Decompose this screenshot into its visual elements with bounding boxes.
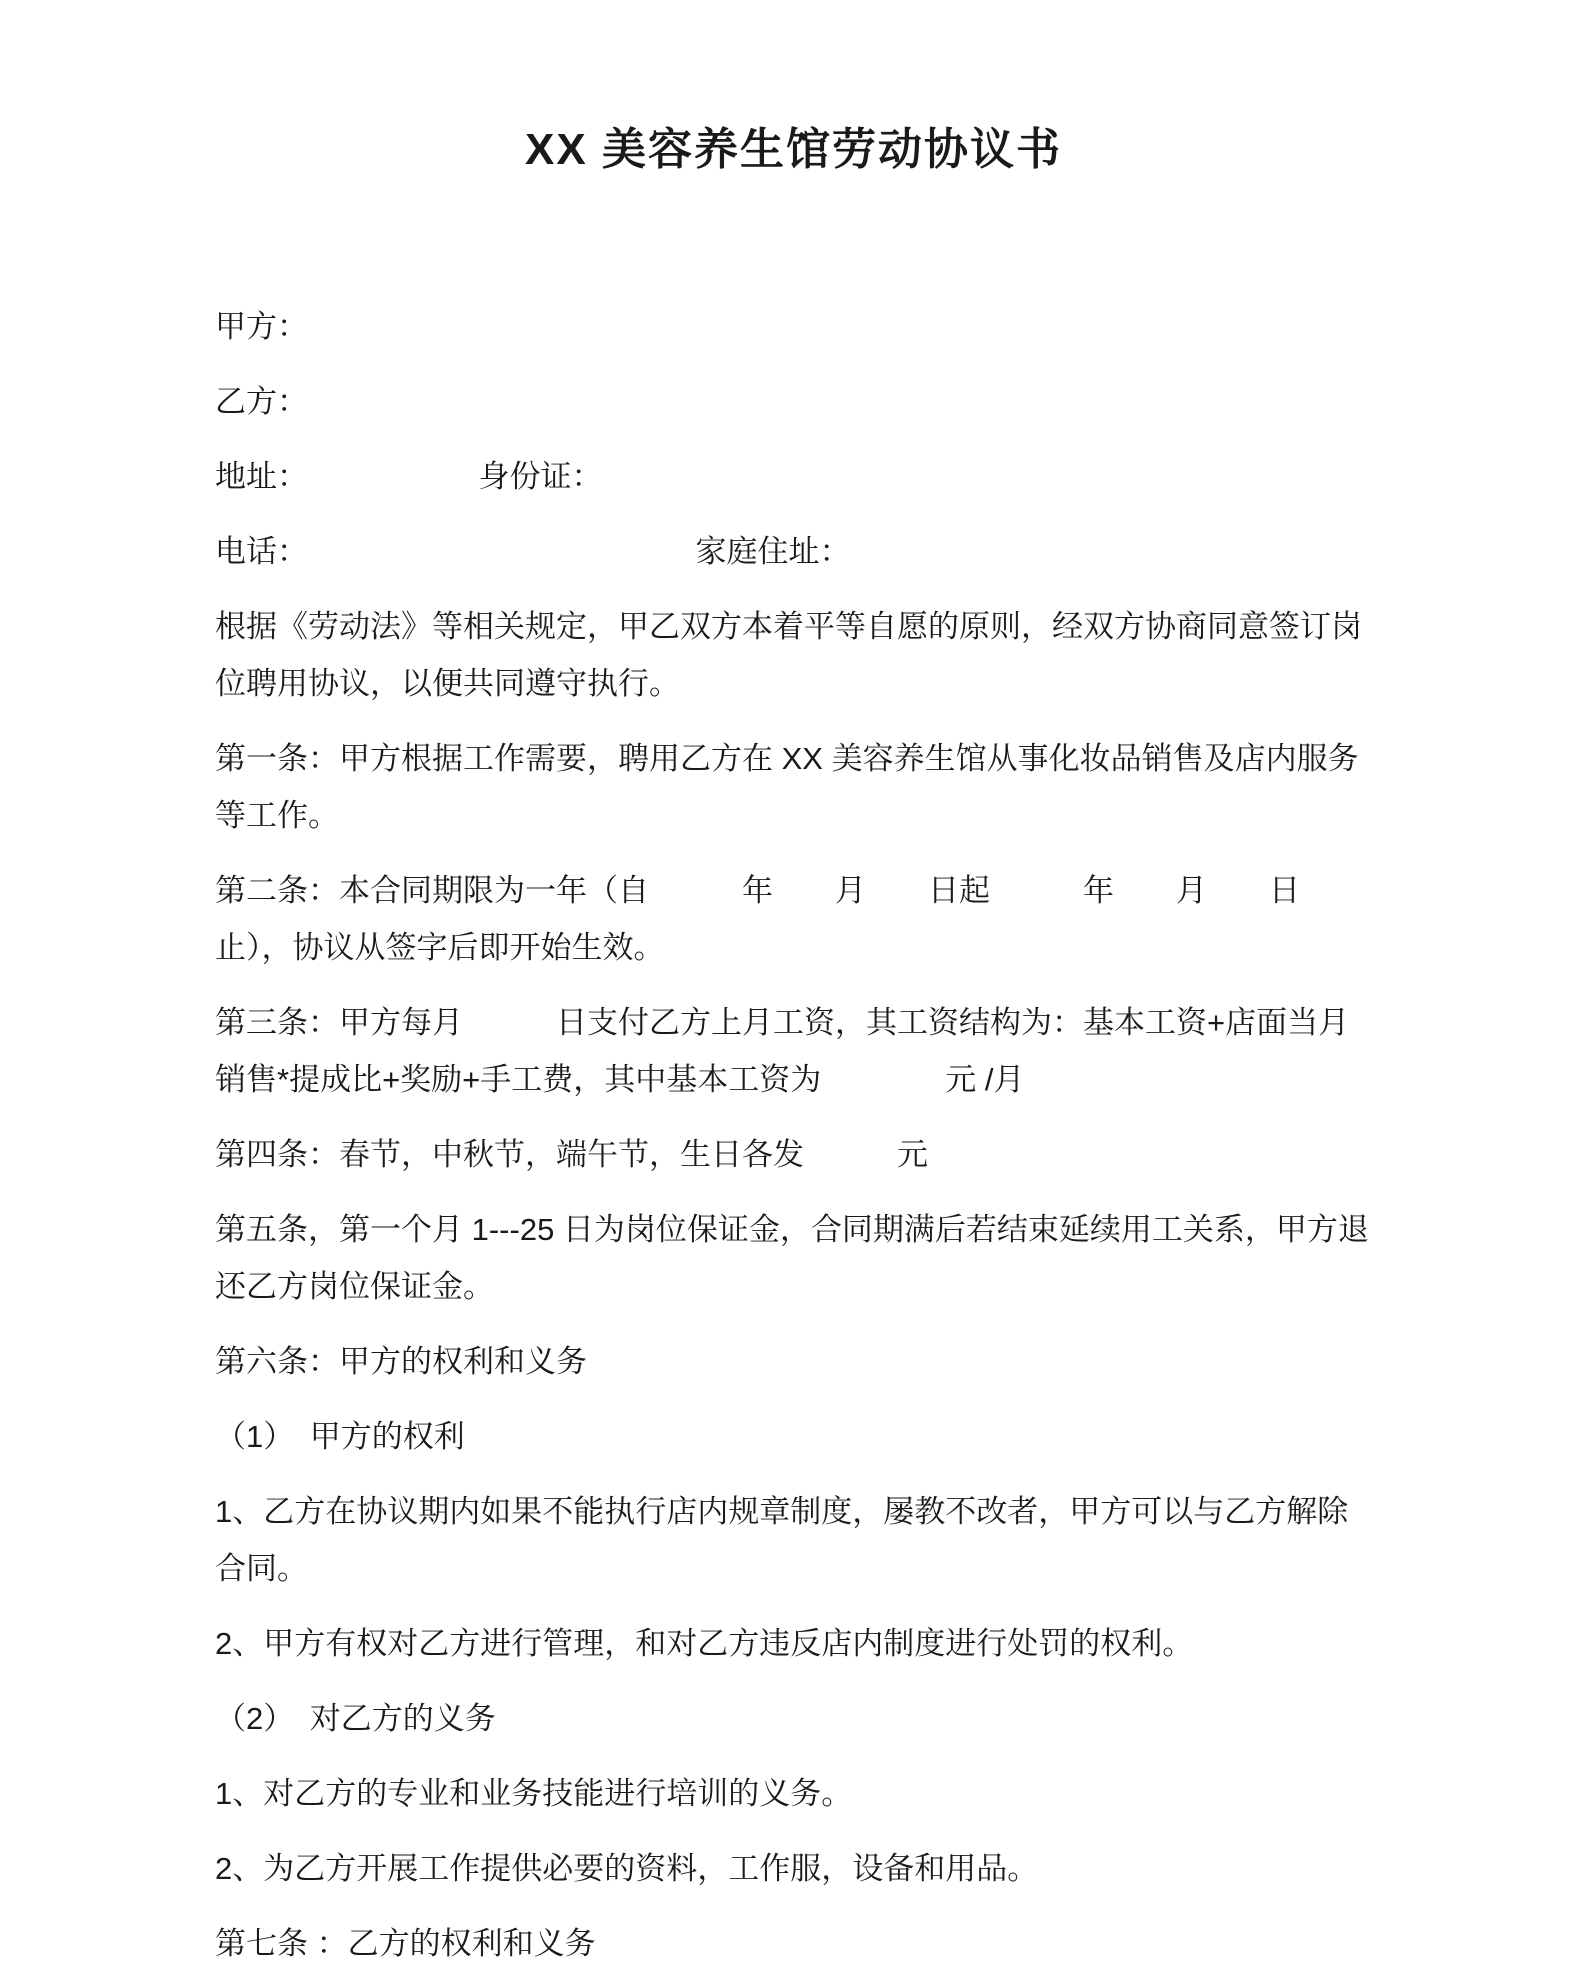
field-address-id: 地址： 身份证： xyxy=(215,459,603,494)
party-b-obligations-item-1: 1、对乙方的专业和业务技能进行培训的义务。 xyxy=(215,1776,853,1811)
party-a-rights-item-2: 2、甲方有权对乙方进行管理，和对乙方违反店内制度进行处罚的权利。 xyxy=(215,1626,1194,1661)
sub-heading-party-a-rights: （1） 甲方的权利 xyxy=(215,1419,465,1454)
party-a-rights-item-1: 1、乙方在协议期内如果不能执行店内规章制度，屡教不改者，甲方可以与乙方解除合同。 xyxy=(215,1494,1349,1586)
clause-3: 第三条：甲方每月 日支付乙方上月工资，其工资结构为：基本工资+店面当月销售*提成比+奖励+手工费，其中基本工资为 元 /月 xyxy=(215,1005,1350,1097)
party-b-obligations-item-2: 2、为乙方开展工作提供必要的资料，工作服，设备和用品。 xyxy=(215,1851,1039,1886)
clause-intro: 根据《劳动法》等相关规定，甲乙双方本着平等自愿的原则，经双方协商同意签订岗位聘用协议，以便共同遵守执行。 xyxy=(215,609,1362,701)
field-phone-home: 电话： 家庭住址： xyxy=(215,534,851,569)
clause-1: 第一条：甲方根据工作需要，聘用乙方在 XX 美容养生馆从事化妆品销售及店内服务等工作。 xyxy=(215,741,1359,833)
clause-2: 第二条：本合同期限为一年（自 年 月 日起 年 月 日止），协议从签字后即开始生效。 xyxy=(215,873,1300,965)
clause-4: 第四条：春节，中秋节，端午节，生日各发 元 xyxy=(215,1137,928,1172)
sub-heading-party-b-obligations: （2） 对乙方的义务 xyxy=(215,1701,496,1736)
clause-5: 第五条，第一个月 1---25 日为岗位保证金，合同期满后若结束延续用工关系，甲方退还乙方岗位保证金。 xyxy=(215,1212,1369,1304)
clause-7-heading: 第七条 ：乙方的权利和义务 xyxy=(215,1926,596,1961)
field-party-b: 乙方： xyxy=(215,384,308,419)
clause-6-heading: 第六条：甲方的权利和义务 xyxy=(215,1344,587,1379)
field-party-a: 甲方： xyxy=(215,309,308,344)
doc-title: XX 美容养生馆劳动协议书 xyxy=(525,125,1062,174)
